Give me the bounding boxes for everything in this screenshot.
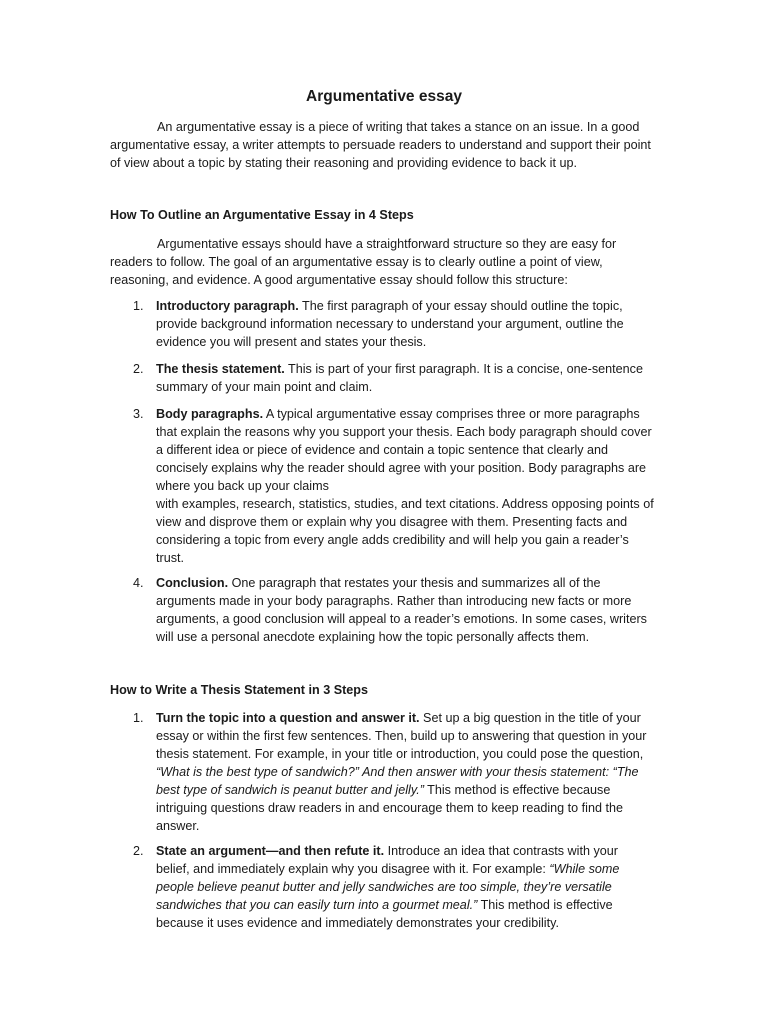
list-item-text: Set up a big question in the title of your essay or within the first few sentences. Then, build up to answering that question in your thesis statement. For example, in your title or introduction, you could pose the question,: [156, 711, 647, 761]
list-item-text: This is part of your first paragraph. It is a concise, one-sentence summary of your main point and claim.: [156, 362, 643, 394]
list-item-text-end: This method is effective because intriguing questions draw readers in and encourage them to keep reading to find the answer.: [156, 783, 623, 833]
list-item: [110, 574, 655, 646]
list-item-lead: The thesis statement.: [156, 362, 285, 376]
list-item-lead: Body paragraphs.: [156, 407, 264, 421]
intro-paragraph: An argumentative essay is a piece of writing that takes a stance on an issue. In a good argumentative essay, a writer attempts to persuade readers to understand and support their point of view about a topic by stating their reasoning and providing evidence to back it up.: [110, 120, 651, 170]
list-item-text: The first paragraph of your essay should outline the topic, provide background information necessary to understand your argument, outline the evidence you will present and states your thesis.: [156, 299, 624, 349]
list-number: 1.: [133, 711, 144, 725]
list-number: 2.: [133, 844, 144, 858]
list-item: [110, 360, 655, 396]
list-item: [110, 297, 655, 351]
list-item: [110, 709, 655, 835]
list-item-text: One paragraph that restates your thesis and summarizes all of the arguments made in your body paragraphs. Rather than introducing new facts or more arguments, a good conclusion will appeal to a reader’s emotions. In some cases, writers will use a personal anecdote explaining how the topic personally affects them.: [156, 576, 647, 644]
list-item-text: Introduce an idea that contrasts with your belief, and immediately explain why you disagree with it. For example:: [156, 844, 618, 876]
list-item-lead: Turn the topic into a question and answer it.: [156, 711, 420, 725]
list-item-lead: Introductory paragraph.: [156, 299, 299, 313]
example-quote: “While some people believe peanut butter and jelly sandwiches are too simple, they’re versatile sandwiches that you can easily turn into a gourmet meal.”: [156, 862, 620, 912]
list-item-lead: State an argument—and then refute it.: [156, 844, 385, 858]
document-title: Argumentative essay: [306, 88, 462, 105]
list-number: 4.: [133, 576, 144, 590]
list-number: 2.: [133, 362, 144, 376]
list-item-text: A typical argumentative essay comprises three or more paragraphs that explain the reasons why you support your thesis. Each body paragraph should cover a different idea or piece of evidence and contain a topic sentence that clearly and concisely explains why the reader should agree with your position. Body paragraphs are where you back up your claims: [156, 407, 652, 493]
list-item-text-end: This method is effective because it uses evidence and immediately demonstrates your credibility.: [156, 898, 613, 930]
list-number: 1.: [133, 299, 144, 313]
list-item-text-continued: with examples, research, statistics, studies, and text citations. Address opposing points of view and disprove them or explain why you disagree with them. Presenting facts and considering a topic from every angle adds credibility and will help you gain a reader’s trust.: [156, 497, 654, 565]
section-heading-thesis: How to Write a Thesis Statement in 3 Steps: [110, 683, 368, 697]
section-heading-outline: How To Outline an Argumentative Essay in 4 Steps: [110, 208, 414, 222]
example-quote: “What is the best type of sandwich?” And then answer with your thesis statement: “The best type of sandwich is peanut butter and jelly.”: [156, 765, 639, 797]
list-item-lead: Conclusion.: [156, 576, 229, 590]
list-item: [110, 405, 655, 567]
list-item: [110, 842, 655, 932]
outline-intro-paragraph: Argumentative essays should have a straightforward structure so they are easy for readers to follow. The goal of an argumentative essay is to clearly outline a point of view, reasoning, and evidence. A good argumentative essay should follow this structure:: [110, 237, 617, 287]
list-number: 3.: [133, 407, 144, 421]
